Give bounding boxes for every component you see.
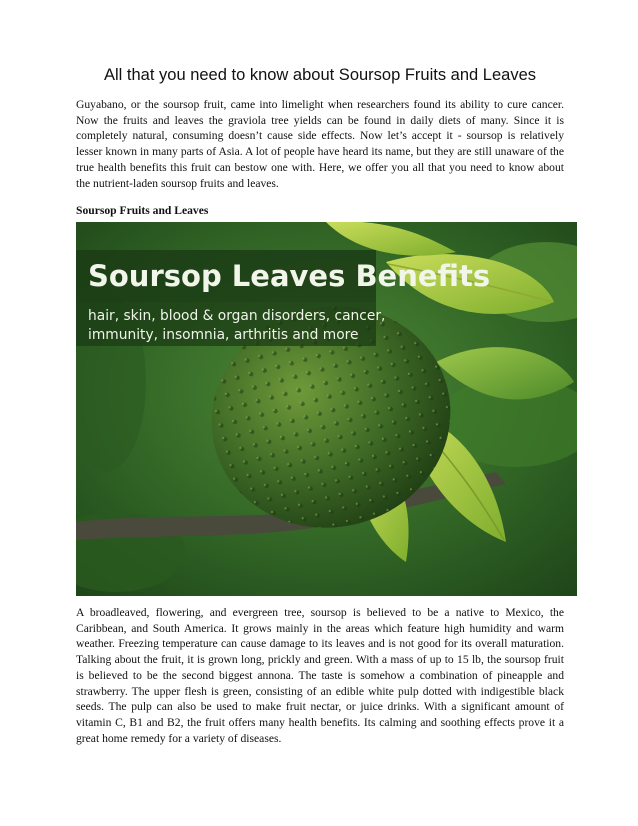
soursop-illustration [76, 222, 577, 596]
section-heading: Soursop Fruits and Leaves [76, 204, 209, 217]
banner-line-2: immunity, insomnia, arthritis and more [88, 327, 359, 343]
page-title: All that you need to know about Soursop Fruits and Leaves [103, 66, 537, 84]
body-paragraph: A broadleaved, flowering, and evergreen tree, soursop is believed to be a native to Mexico, the Caribbean, and South America. It grows mainly in the areas which feature high humidity and warm weather. Freezing temperature can cause damage to its leaves and is not good for its overall maturation. Talking about the fruit, it is grown long, prickly and green. With a mass of up to 15 lb, the soursop fruit is believed to be the second biggest annona. The taste is somehow a combination of pineapple and strawberry. The upper flesh is green, consisting of an edible white pulp dotted with indigestible black seeds. The pulp can also be used to make fruit nectar, or juice drinks. With a significant amount of vitamin C, B1 and B2, the fruit offers many health benefits. Its calming and soothing effects prove it a great home remedy for a variety of diseases. [76, 606, 564, 745]
banner-title: Soursop Leaves Benefits [88, 259, 491, 293]
soursop-photo [76, 222, 577, 596]
banner-line-1: hair, skin, blood & organ disorders, cancer, [88, 308, 386, 324]
intro-paragraph: Guyabano, or the soursop fruit, came into limelight when researchers found its ability to cure cancer. Now the fruits and leaves the graviola tree yields can be found in daily diets of many. Since it is completely natural, consuming doesn’t cause side effects. Now let’s accept it - soursop is relatively lesser known in many parts of Asia. A lot of people have heard its name, but they are still unaware of the true health benefits this fruit can bestow one with. Here, we offer you all that you need to know about the nutrient-laden soursop fruits and leaves. [76, 98, 564, 190]
